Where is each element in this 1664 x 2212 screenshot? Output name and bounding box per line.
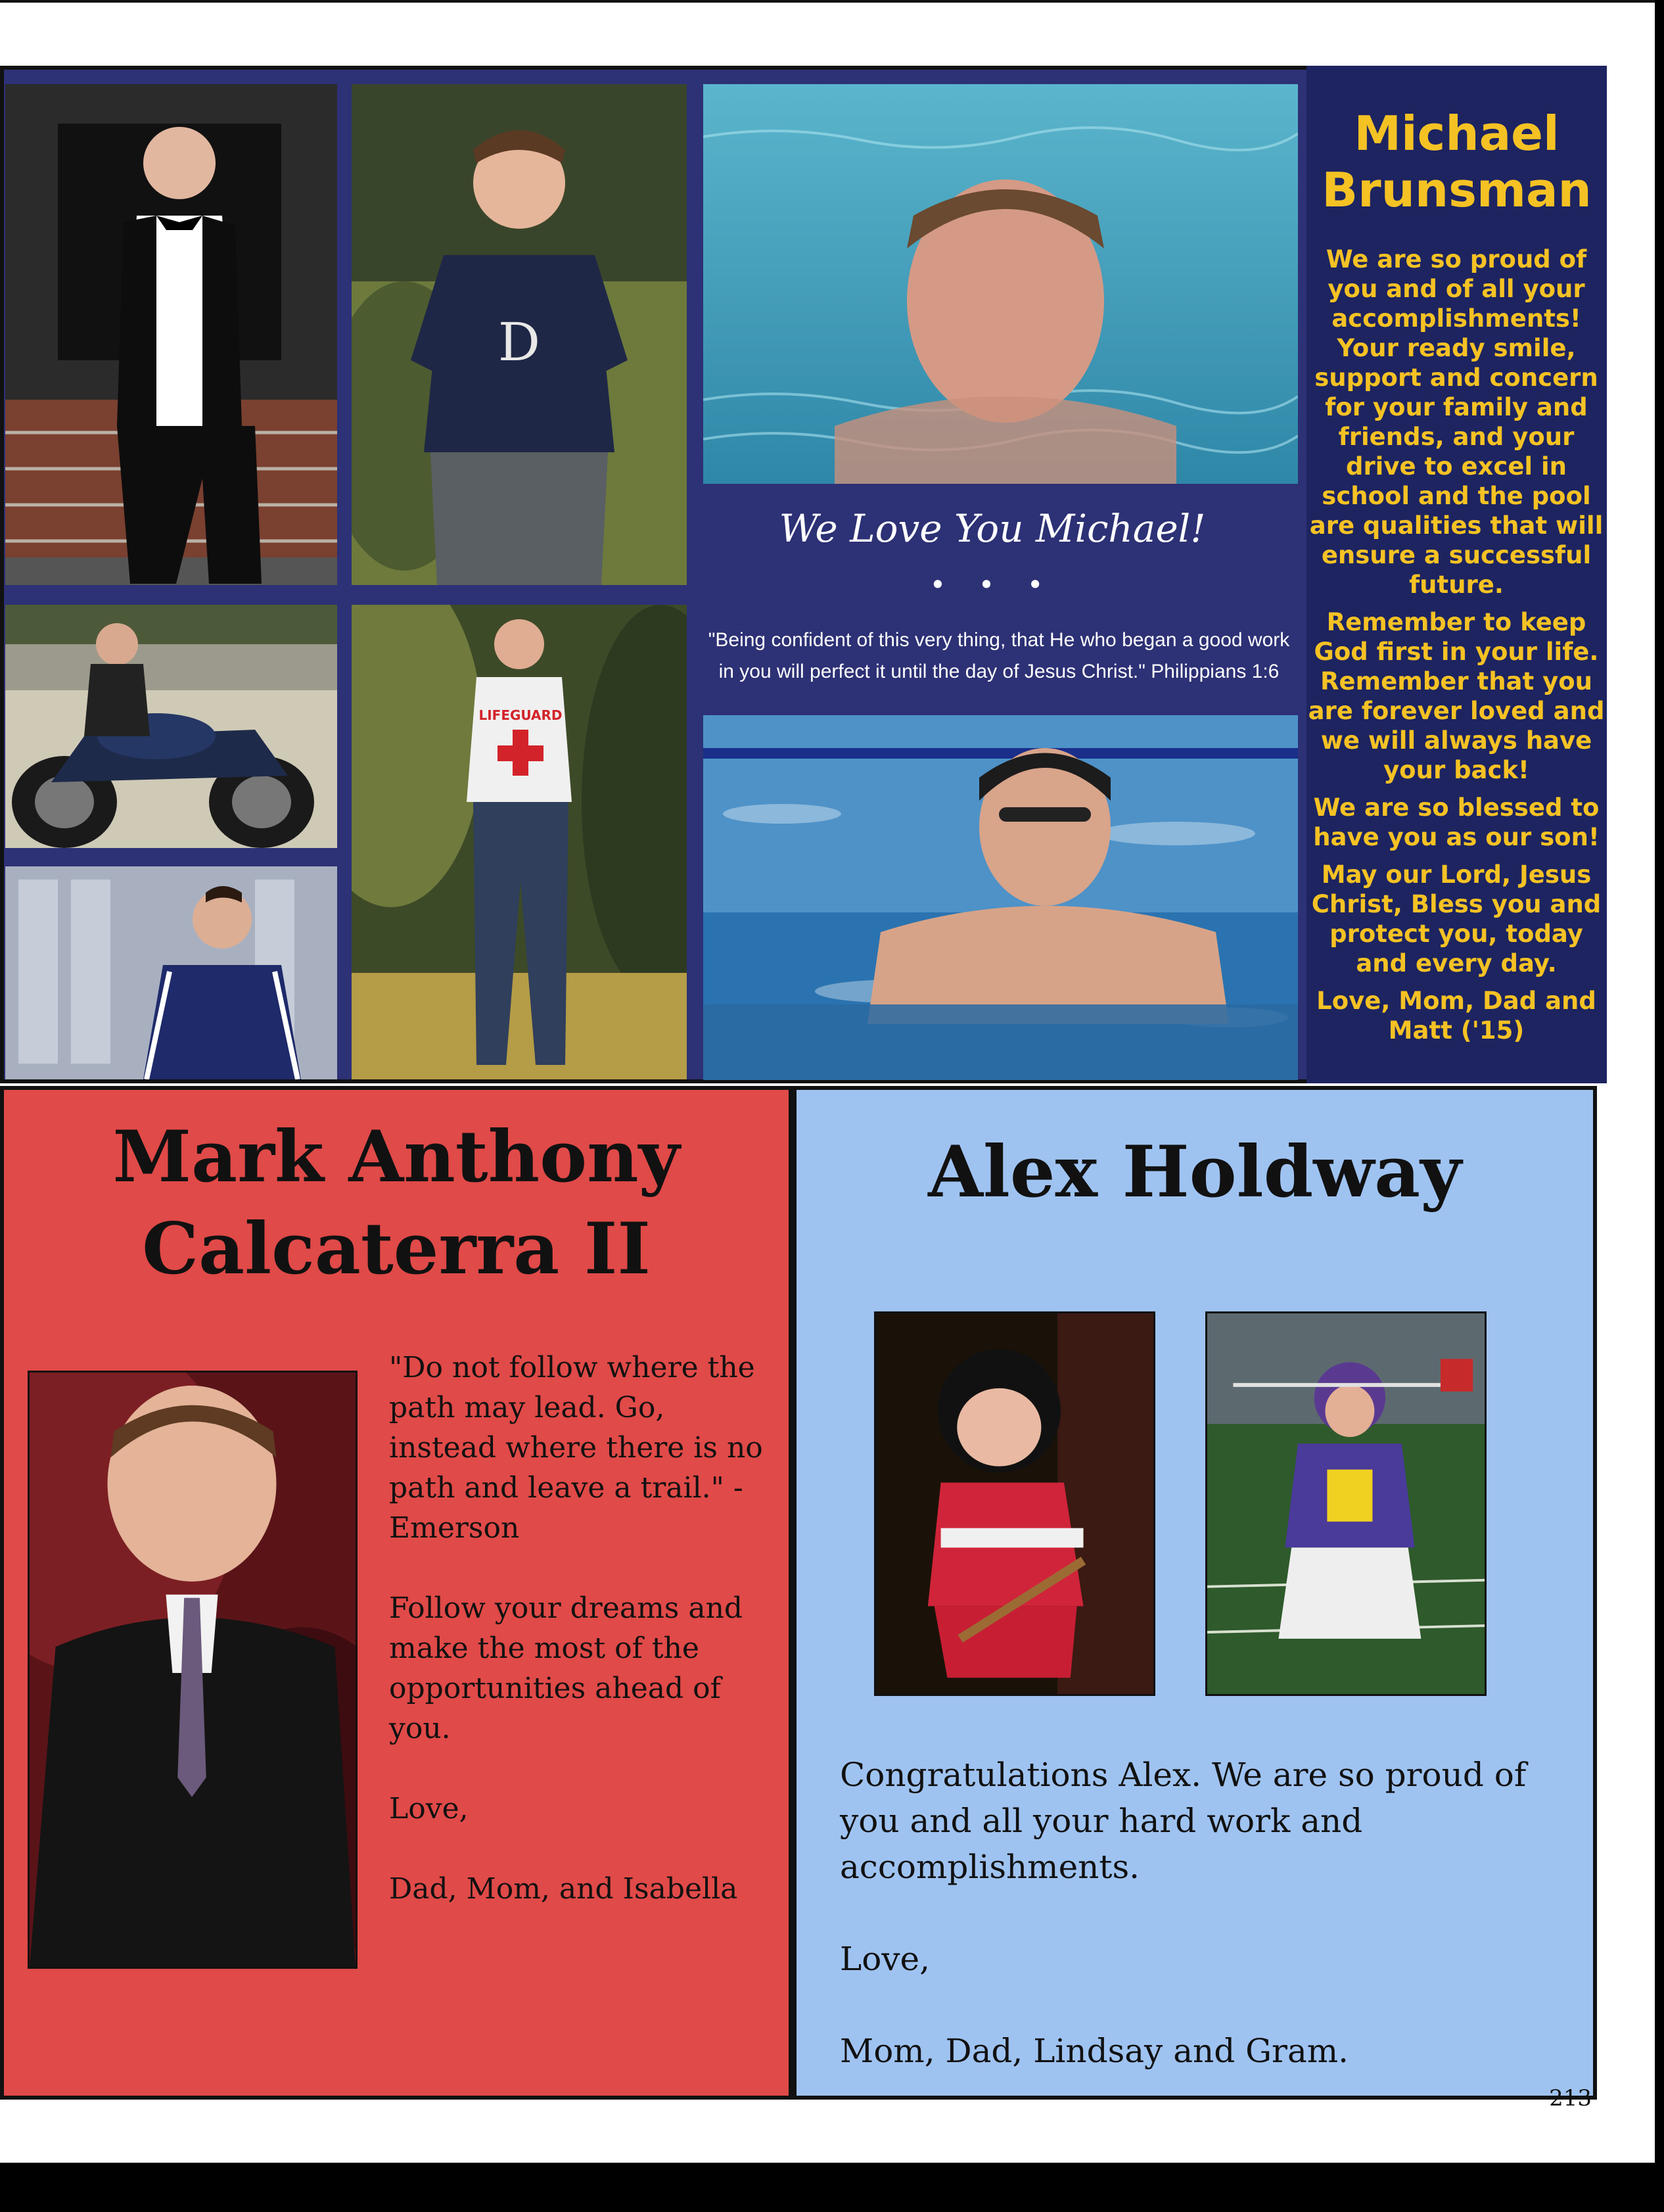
mark-message-text: Follow your dreams and make the most of the opportunities ahead of you.: [389, 1591, 743, 1745]
page-top-border: [0, 0, 1655, 3]
alex-signature: Mom, Dad, Lindsay and Gram.: [840, 2032, 1349, 2070]
svg-text:LIFEGUARD: LIFEGUARD: [478, 707, 563, 723]
page-number: 213: [1549, 2085, 1592, 2111]
mark-name: [0, 1111, 793, 1295]
svg-text:D: D: [497, 312, 541, 373]
michael-message-para-1: We are so proud of you and of all your accomplishments! Your ready smile, support and concern for your family and friends, and your drive to excel in school and the pool are qualities that will ensure a successful future.: [1309, 245, 1604, 599]
motorcycle-photo: [5, 605, 337, 848]
swimming-pool-photo: [703, 84, 1298, 484]
boy-in-tuxedo-photo: [5, 84, 337, 585]
mark-love: Love,: [389, 1792, 469, 1825]
alex-message-text: Congratulations Alex. We are so proud of you and all your hard work and accomplishments.: [840, 1756, 1527, 1886]
swim-lane-photo: [703, 715, 1298, 1080]
mark-signature: Dad, Mom, and Isabella: [389, 1872, 738, 1906]
bible-verse: "Being confident of this very thing, that He who began a good work in you will perfect it until the day of Jesus Christ." Philippians 1:6: [708, 629, 1290, 682]
alex-message: [840, 1752, 1576, 2120]
mark-portrait-photo: [28, 1371, 358, 1969]
michael-name: Michael Brunsman: [1322, 106, 1592, 218]
lacrosse-player-photo: [1205, 1311, 1487, 1696]
alex-love: Love,: [840, 1940, 931, 1978]
michael-script-line: We Love You Michael!: [779, 506, 1206, 551]
michael-message-para-2: Remember to keep God first in your life. Remember that you are forever loved and we will always have your back!: [1308, 608, 1605, 784]
toddler-helmet-photo: [874, 1311, 1155, 1696]
mark-quote: "Do not follow where the path may lead. Go, instead where there is no path and leave a trail." -Emerson: [389, 1351, 763, 1545]
michael-message-para-4: May our Lord, Jesus Christ, Bless you and protect you, today and every day.: [1311, 860, 1602, 977]
michael-message-signature: Love, Mom, Dad and Matt ('15): [1316, 987, 1596, 1045]
divider-dots: • • •: [929, 569, 1055, 601]
alex-name: Alex Holdway: [928, 1131, 1462, 1213]
michael-message: [1308, 245, 1605, 1053]
page-right-edge: [1655, 0, 1664, 2212]
lifeguard-shirt-photo: [352, 605, 687, 1079]
mark-name-line-1: Mark Anthony: [112, 1116, 680, 1198]
page-bottom-bar: [0, 2163, 1664, 2212]
track-jacket-photo: [5, 866, 337, 1079]
michael-message-para-3: We are so blessed to have you as our son!: [1313, 793, 1600, 851]
mark-message: [389, 1348, 777, 1949]
mark-name-line-2: Calcaterra II: [142, 1208, 651, 1290]
detroit-shirt-photo: [352, 84, 687, 585]
